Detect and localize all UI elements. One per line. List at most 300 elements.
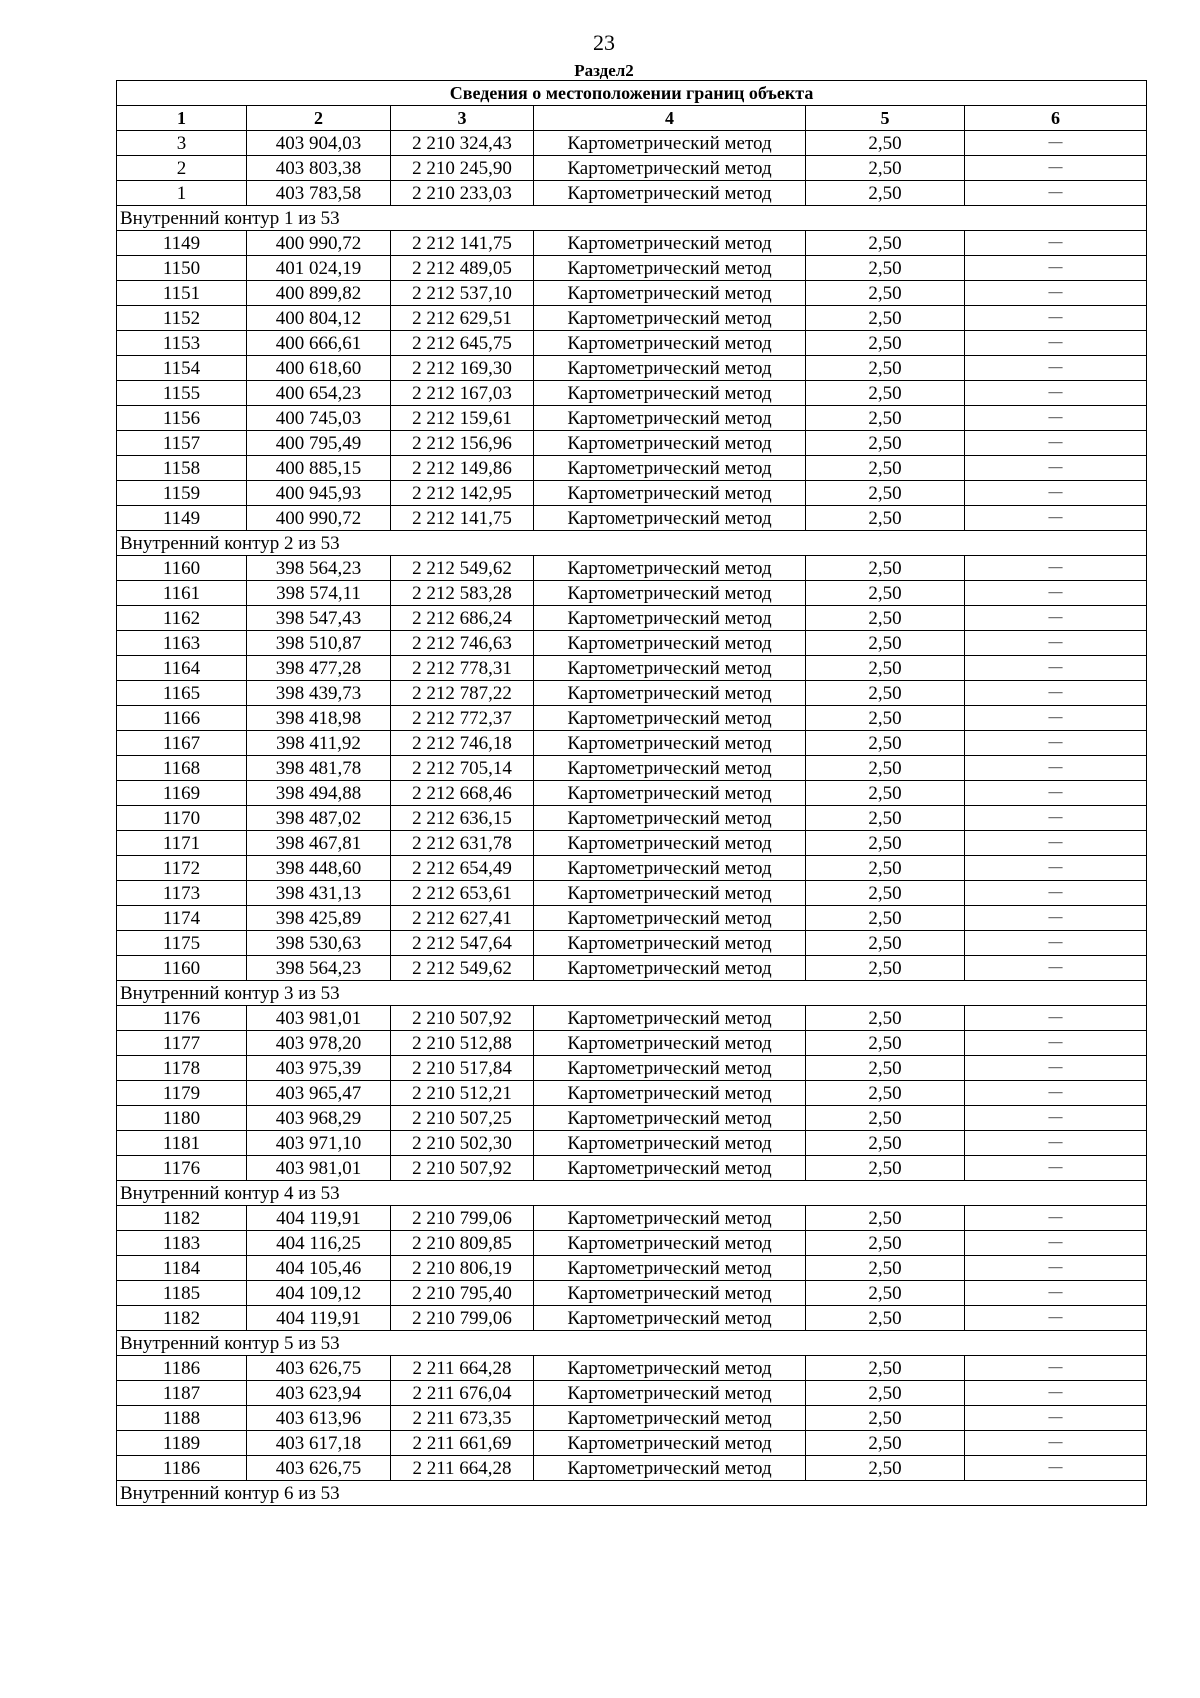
table-row	[117, 1406, 1147, 1431]
coord-y-cell: 2 212 627,41	[391, 906, 534, 931]
accuracy-cell: 2,50	[806, 1231, 965, 1256]
table-row	[117, 1256, 1147, 1281]
coord-x-cell: 403 613,96	[247, 1406, 391, 1431]
coord-y-cell: 2 212 169,30	[391, 356, 534, 381]
coord-y-cell: 2 212 654,49	[391, 856, 534, 881]
point-number-cell: 1180	[117, 1106, 247, 1131]
note-cell: —	[965, 331, 1147, 356]
point-number-cell: 1168	[117, 756, 247, 781]
point-number-cell: 1171	[117, 831, 247, 856]
method-cell: Картометрический метод	[534, 1056, 806, 1081]
accuracy-cell: 2,50	[806, 756, 965, 781]
table-row	[117, 256, 1147, 281]
point-number-cell: 1169	[117, 781, 247, 806]
method-cell: Картометрический метод	[534, 906, 806, 931]
section-label: Раздел2	[574, 61, 634, 80]
note-cell: —	[965, 1031, 1147, 1056]
note-cell: —	[965, 1381, 1147, 1406]
accuracy-cell: 2,50	[806, 681, 965, 706]
method-cell: Картометрический метод	[534, 281, 806, 306]
coord-x-cell: 403 965,47	[247, 1081, 391, 1106]
point-number-cell: 1150	[117, 256, 247, 281]
table-row	[117, 131, 1147, 156]
method-cell: Картометрический метод	[534, 756, 806, 781]
point-number-cell: 1176	[117, 1006, 247, 1031]
accuracy-cell: 2,50	[806, 806, 965, 831]
table-row	[117, 331, 1147, 356]
accuracy-cell: 2,50	[806, 881, 965, 906]
method-cell: Картометрический метод	[534, 706, 806, 731]
table-row	[117, 1206, 1147, 1231]
method-cell: Картометрический метод	[534, 806, 806, 831]
method-cell: Картометрический метод	[534, 156, 806, 181]
method-cell: Картометрический метод	[534, 1456, 806, 1481]
method-cell: Картометрический метод	[534, 256, 806, 281]
accuracy-cell: 2,50	[806, 256, 965, 281]
coord-x-cell: 403 626,75	[247, 1456, 391, 1481]
accuracy-cell: 2,50	[806, 1131, 965, 1156]
accuracy-cell: 2,50	[806, 481, 965, 506]
table-row	[117, 506, 1147, 531]
coord-x-cell: 400 899,82	[247, 281, 391, 306]
note-cell: —	[965, 381, 1147, 406]
coord-x-cell: 398 564,23	[247, 956, 391, 981]
note-cell: —	[965, 1306, 1147, 1331]
coord-y-cell: 2 210 806,19	[391, 1256, 534, 1281]
table-body	[117, 131, 1147, 1506]
point-number-cell: 1182	[117, 1306, 247, 1331]
method-cell: Картометрический метод	[534, 131, 806, 156]
coord-y-cell: 2 212 705,14	[391, 756, 534, 781]
coord-y-cell: 2 210 799,06	[391, 1206, 534, 1231]
method-cell: Картометрический метод	[534, 456, 806, 481]
method-cell: Картометрический метод	[534, 881, 806, 906]
coord-x-cell: 404 116,25	[247, 1231, 391, 1256]
table-row	[117, 806, 1147, 831]
point-number-cell: 1159	[117, 481, 247, 506]
accuracy-cell: 2,50	[806, 1156, 965, 1181]
note-cell: —	[965, 631, 1147, 656]
table-row	[117, 1356, 1147, 1381]
point-number-cell: 1162	[117, 606, 247, 631]
note-cell: —	[965, 506, 1147, 531]
note-cell: —	[965, 931, 1147, 956]
point-number-cell: 1155	[117, 381, 247, 406]
column-header-3: 3	[391, 106, 534, 131]
contour-label: Внутренний контур 6 из 53	[117, 1481, 1147, 1506]
method-cell: Картометрический метод	[534, 1406, 806, 1431]
coord-x-cell: 400 745,03	[247, 406, 391, 431]
method-cell: Картометрический метод	[534, 1206, 806, 1231]
coord-y-cell: 2 212 636,15	[391, 806, 534, 831]
accuracy-cell: 2,50	[806, 181, 965, 206]
coord-x-cell: 404 119,91	[247, 1206, 391, 1231]
method-cell: Картометрический метод	[534, 181, 806, 206]
column-header-4: 4	[534, 106, 806, 131]
accuracy-cell: 2,50	[806, 556, 965, 581]
table-row	[117, 431, 1147, 456]
method-cell: Картометрический метод	[534, 231, 806, 256]
point-number-cell: 1178	[117, 1056, 247, 1081]
contour-row	[117, 206, 1147, 231]
accuracy-cell: 2,50	[806, 456, 965, 481]
accuracy-cell: 2,50	[806, 1356, 965, 1381]
coord-x-cell: 398 431,13	[247, 881, 391, 906]
table-row	[117, 631, 1147, 656]
coord-y-cell: 2 212 653,61	[391, 881, 534, 906]
method-cell: Картометрический метод	[534, 406, 806, 431]
coord-x-cell: 400 945,93	[247, 481, 391, 506]
note-cell: —	[965, 781, 1147, 806]
point-number-cell: 1186	[117, 1356, 247, 1381]
table-row	[117, 1081, 1147, 1106]
accuracy-cell: 2,50	[806, 1306, 965, 1331]
table-row	[117, 481, 1147, 506]
point-number-cell: 1175	[117, 931, 247, 956]
contour-label: Внутренний контур 4 из 53	[117, 1181, 1147, 1206]
boundary-table	[116, 80, 1147, 1506]
note-cell: —	[965, 481, 1147, 506]
accuracy-cell: 2,50	[806, 1106, 965, 1131]
accuracy-cell: 2,50	[806, 831, 965, 856]
point-number-cell: 1165	[117, 681, 247, 706]
coord-y-cell: 2 212 787,22	[391, 681, 534, 706]
coord-x-cell: 400 804,12	[247, 306, 391, 331]
method-cell: Картометрический метод	[534, 1356, 806, 1381]
accuracy-cell: 2,50	[806, 1381, 965, 1406]
method-cell: Картометрический метод	[534, 1106, 806, 1131]
accuracy-cell: 2,50	[806, 406, 965, 431]
accuracy-cell: 2,50	[806, 331, 965, 356]
table-row	[117, 1156, 1147, 1181]
accuracy-cell: 2,50	[806, 581, 965, 606]
method-cell: Картометрический метод	[534, 731, 806, 756]
coord-x-cell: 400 618,60	[247, 356, 391, 381]
note-cell: —	[965, 431, 1147, 456]
coord-x-cell: 403 783,58	[247, 181, 391, 206]
point-number-cell: 1189	[117, 1431, 247, 1456]
coord-x-cell: 403 981,01	[247, 1006, 391, 1031]
accuracy-cell: 2,50	[806, 856, 965, 881]
coord-y-cell: 2 212 549,62	[391, 556, 534, 581]
coord-x-cell: 403 978,20	[247, 1031, 391, 1056]
coord-y-cell: 2 210 507,25	[391, 1106, 534, 1131]
coord-x-cell: 398 574,11	[247, 581, 391, 606]
method-cell: Картометрический метод	[534, 381, 806, 406]
table-row	[117, 306, 1147, 331]
note-cell: —	[965, 156, 1147, 181]
note-cell: —	[965, 281, 1147, 306]
coord-x-cell: 398 487,02	[247, 806, 391, 831]
point-number-cell: 1154	[117, 356, 247, 381]
note-cell: —	[965, 1081, 1147, 1106]
contour-label: Внутренний контур 1 из 53	[117, 206, 1147, 231]
method-cell: Картометрический метод	[534, 556, 806, 581]
method-cell: Картометрический метод	[534, 506, 806, 531]
note-cell: —	[965, 806, 1147, 831]
note-cell: —	[965, 731, 1147, 756]
contour-label: Внутренний контур 3 из 53	[117, 981, 1147, 1006]
coord-x-cell: 403 981,01	[247, 1156, 391, 1181]
coord-x-cell: 398 448,60	[247, 856, 391, 881]
table-title: Сведения о местоположении границ объекта	[117, 81, 1147, 106]
point-number-cell: 1173	[117, 881, 247, 906]
accuracy-cell: 2,50	[806, 1056, 965, 1081]
point-number-cell: 1188	[117, 1406, 247, 1431]
note-cell: —	[965, 356, 1147, 381]
coord-x-cell: 398 530,63	[247, 931, 391, 956]
table-row	[117, 881, 1147, 906]
coord-y-cell: 2 211 673,35	[391, 1406, 534, 1431]
table-row	[117, 856, 1147, 881]
note-cell: —	[965, 181, 1147, 206]
table-row	[117, 1381, 1147, 1406]
method-cell: Картометрический метод	[534, 606, 806, 631]
table-row	[117, 1106, 1147, 1131]
coord-y-cell: 2 210 507,92	[391, 1006, 534, 1031]
method-cell: Картометрический метод	[534, 1031, 806, 1056]
accuracy-cell: 2,50	[806, 1431, 965, 1456]
note-cell: —	[965, 406, 1147, 431]
note-cell: —	[965, 131, 1147, 156]
point-number-cell: 1167	[117, 731, 247, 756]
method-cell: Картометрический метод	[534, 856, 806, 881]
table-row	[117, 1031, 1147, 1056]
point-number-cell: 1149	[117, 231, 247, 256]
point-number-cell: 2	[117, 156, 247, 181]
point-number-cell: 1166	[117, 706, 247, 731]
coord-x-cell: 398 477,28	[247, 656, 391, 681]
point-number-cell: 1157	[117, 431, 247, 456]
coord-x-cell: 400 666,61	[247, 331, 391, 356]
coord-y-cell: 2 210 799,06	[391, 1306, 534, 1331]
method-cell: Картометрический метод	[534, 1131, 806, 1156]
coord-y-cell: 2 211 661,69	[391, 1431, 534, 1456]
coord-y-cell: 2 210 324,43	[391, 131, 534, 156]
coord-x-cell: 403 968,29	[247, 1106, 391, 1131]
table-row	[117, 956, 1147, 981]
method-cell: Картометрический метод	[534, 1156, 806, 1181]
coord-x-cell: 403 803,38	[247, 156, 391, 181]
contour-label: Внутренний контур 2 из 53	[117, 531, 1147, 556]
coord-y-cell: 2 212 547,64	[391, 931, 534, 956]
point-number-cell: 3	[117, 131, 247, 156]
point-number-cell: 1163	[117, 631, 247, 656]
point-number-cell: 1156	[117, 406, 247, 431]
accuracy-cell: 2,50	[806, 1281, 965, 1306]
table-row	[117, 906, 1147, 931]
coord-y-cell: 2 212 629,51	[391, 306, 534, 331]
coord-x-cell: 398 467,81	[247, 831, 391, 856]
table-row	[117, 1131, 1147, 1156]
coord-x-cell: 403 623,94	[247, 1381, 391, 1406]
note-cell: —	[965, 306, 1147, 331]
coord-y-cell: 2 212 489,05	[391, 256, 534, 281]
point-number-cell: 1184	[117, 1256, 247, 1281]
point-number-cell: 1181	[117, 1131, 247, 1156]
coord-y-cell: 2 211 664,28	[391, 1356, 534, 1381]
method-cell: Картометрический метод	[534, 581, 806, 606]
table-row	[117, 181, 1147, 206]
coord-x-cell: 403 626,75	[247, 1356, 391, 1381]
column-header-1: 1	[117, 106, 247, 131]
point-number-cell: 1170	[117, 806, 247, 831]
contour-label: Внутренний контур 5 из 53	[117, 1331, 1147, 1356]
table-row	[117, 556, 1147, 581]
table-row	[117, 456, 1147, 481]
note-cell: —	[965, 681, 1147, 706]
method-cell: Картометрический метод	[534, 1281, 806, 1306]
accuracy-cell: 2,50	[806, 731, 965, 756]
column-header-row	[117, 106, 1147, 131]
note-cell: —	[965, 906, 1147, 931]
method-cell: Картометрический метод	[534, 1231, 806, 1256]
coord-y-cell: 2 211 664,28	[391, 1456, 534, 1481]
coord-x-cell: 398 418,98	[247, 706, 391, 731]
method-cell: Картометрический метод	[534, 306, 806, 331]
coord-y-cell: 2 210 512,21	[391, 1081, 534, 1106]
table-row	[117, 1431, 1147, 1456]
method-cell: Картометрический метод	[534, 931, 806, 956]
method-cell: Картометрический метод	[534, 656, 806, 681]
table-row	[117, 1231, 1147, 1256]
point-number-cell: 1174	[117, 906, 247, 931]
method-cell: Картометрический метод	[534, 781, 806, 806]
point-number-cell: 1179	[117, 1081, 247, 1106]
note-cell: —	[965, 231, 1147, 256]
coord-x-cell: 404 105,46	[247, 1256, 391, 1281]
coord-y-cell: 2 212 141,75	[391, 506, 534, 531]
note-cell: —	[965, 831, 1147, 856]
note-cell: —	[965, 556, 1147, 581]
point-number-cell: 1176	[117, 1156, 247, 1181]
table-row	[117, 781, 1147, 806]
point-number-cell: 1	[117, 181, 247, 206]
accuracy-cell: 2,50	[806, 506, 965, 531]
column-header-2: 2	[247, 106, 391, 131]
method-cell: Картометрический метод	[534, 331, 806, 356]
coord-x-cell: 400 990,72	[247, 231, 391, 256]
method-cell: Картометрический метод	[534, 1081, 806, 1106]
column-header-6: 6	[965, 106, 1147, 131]
note-cell: —	[965, 1281, 1147, 1306]
method-cell: Картометрический метод	[534, 681, 806, 706]
coord-y-cell: 2 212 645,75	[391, 331, 534, 356]
coord-y-cell: 2 212 537,10	[391, 281, 534, 306]
contour-row	[117, 1181, 1147, 1206]
note-cell: —	[965, 1406, 1147, 1431]
coord-x-cell: 400 990,72	[247, 506, 391, 531]
point-number-cell: 1172	[117, 856, 247, 881]
table-title-row	[117, 81, 1147, 106]
accuracy-cell: 2,50	[806, 956, 965, 981]
accuracy-cell: 2,50	[806, 1081, 965, 1106]
accuracy-cell: 2,50	[806, 606, 965, 631]
coord-y-cell: 2 210 502,30	[391, 1131, 534, 1156]
point-number-cell: 1153	[117, 331, 247, 356]
point-number-cell: 1152	[117, 306, 247, 331]
method-cell: Картометрический метод	[534, 481, 806, 506]
note-cell: —	[965, 1206, 1147, 1231]
note-cell: —	[965, 856, 1147, 881]
table-row	[117, 606, 1147, 631]
accuracy-cell: 2,50	[806, 906, 965, 931]
note-cell: —	[965, 1056, 1147, 1081]
method-cell: Картометрический метод	[534, 431, 806, 456]
coord-x-cell: 400 795,49	[247, 431, 391, 456]
coord-y-cell: 2 212 167,03	[391, 381, 534, 406]
accuracy-cell: 2,50	[806, 1256, 965, 1281]
note-cell: —	[965, 581, 1147, 606]
coord-y-cell: 2 212 778,31	[391, 656, 534, 681]
accuracy-cell: 2,50	[806, 381, 965, 406]
coord-y-cell: 2 210 233,03	[391, 181, 534, 206]
point-number-cell: 1186	[117, 1456, 247, 1481]
note-cell: —	[965, 706, 1147, 731]
coord-x-cell: 400 885,15	[247, 456, 391, 481]
point-number-cell: 1160	[117, 956, 247, 981]
contour-row	[117, 981, 1147, 1006]
coord-y-cell: 2 210 809,85	[391, 1231, 534, 1256]
coord-x-cell: 398 547,43	[247, 606, 391, 631]
note-cell: —	[965, 881, 1147, 906]
method-cell: Картометрический метод	[534, 631, 806, 656]
accuracy-cell: 2,50	[806, 631, 965, 656]
coord-y-cell: 2 212 549,62	[391, 956, 534, 981]
column-header-5: 5	[806, 106, 965, 131]
note-cell: —	[965, 606, 1147, 631]
coord-x-cell: 403 975,39	[247, 1056, 391, 1081]
accuracy-cell: 2,50	[806, 931, 965, 956]
coord-x-cell: 403 971,10	[247, 1131, 391, 1156]
coord-x-cell: 398 481,78	[247, 756, 391, 781]
note-cell: —	[965, 1231, 1147, 1256]
coord-y-cell: 2 210 507,92	[391, 1156, 534, 1181]
note-cell: —	[965, 1156, 1147, 1181]
accuracy-cell: 2,50	[806, 706, 965, 731]
note-cell: —	[965, 956, 1147, 981]
note-cell: —	[965, 1106, 1147, 1131]
coord-x-cell: 403 617,18	[247, 1431, 391, 1456]
point-number-cell: 1187	[117, 1381, 247, 1406]
coord-y-cell: 2 212 631,78	[391, 831, 534, 856]
coord-y-cell: 2 212 149,86	[391, 456, 534, 481]
method-cell: Картометрический метод	[534, 831, 806, 856]
note-cell: —	[965, 1456, 1147, 1481]
table-row	[117, 1306, 1147, 1331]
note-cell: —	[965, 1131, 1147, 1156]
note-cell: —	[965, 1431, 1147, 1456]
coord-y-cell: 2 211 676,04	[391, 1381, 534, 1406]
point-number-cell: 1151	[117, 281, 247, 306]
accuracy-cell: 2,50	[806, 356, 965, 381]
table-row	[117, 1456, 1147, 1481]
table-row	[117, 931, 1147, 956]
note-cell: —	[965, 1006, 1147, 1031]
table-row	[117, 706, 1147, 731]
coord-x-cell: 404 109,12	[247, 1281, 391, 1306]
method-cell: Картометрический метод	[534, 1431, 806, 1456]
method-cell: Картометрический метод	[534, 356, 806, 381]
table-row	[117, 381, 1147, 406]
table-row	[117, 656, 1147, 681]
note-cell: —	[965, 256, 1147, 281]
point-number-cell: 1185	[117, 1281, 247, 1306]
coord-x-cell: 398 564,23	[247, 556, 391, 581]
point-number-cell: 1149	[117, 506, 247, 531]
point-number-cell: 1164	[117, 656, 247, 681]
table-row	[117, 731, 1147, 756]
